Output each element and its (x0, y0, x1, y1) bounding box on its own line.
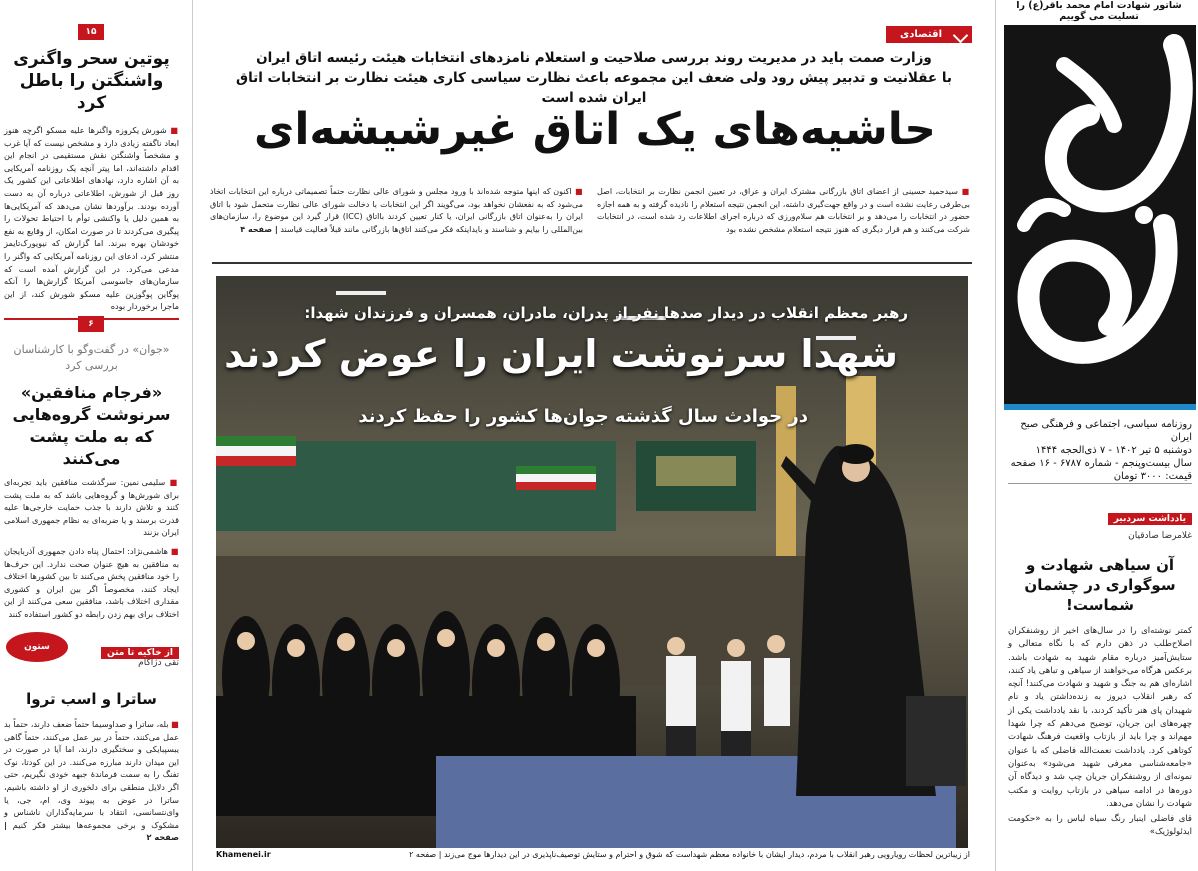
editorial-note (1008, 506, 1192, 840)
issue-date: دوشنبه ۵ تیر ۱۴۰۲ - ۷ ذی‌الحجه ۱۴۴۴ (1035, 445, 1192, 456)
issue-info (1008, 412, 1192, 484)
body-putin: ■ شورش یکروزه واگنرها علیه مسکو اگرچه هنوز ابعاد ناگفته زیادی دارد و مشخص نیست که آیا غرب و مشخصاً واشنگتن نقش مستقیمی در انجام این اقدام داشته‌اند، اما پیتر آنچه یک روزنامه آمریکایی به آن اشاره دارد، نهادهای اطلاعاتی این کشور یک روز قبل از شورش، اطلاعاتی درباره آن به دست آورده بودند. برآوردها نشان می‌دهد که آمریکایی‌ها به همین دلیل یا واکنشی توأم با احتیاط تحولات را پیگیری می‌کردند تا در صورت امکان، از وقایع به نفع خودشان بهره ببرند. اما گزارش که نیویورک‌تایمز منتشر کرد، ادعای این روزنامه آمریکایی که واگنر را مدعی می‌کرد. در این گزارش آمده است که سازمان‌های جاسوسی آمریکا گزارش‌ها را آنکه پوگاین پوگوزین علیه مسکو شورش کند، از این ماجرا برخوردار بوده (4, 125, 180, 312)
issue-number: سال بیست‌وپنجم - شماره ۶۷۸۷ - ۱۶ صفحه (1010, 458, 1192, 469)
headline-monafeghin-b: سرنوشت گروه‌هایی که به ملت پشت می‌کنند (12, 405, 171, 468)
page-badge: ۶ (78, 316, 104, 332)
section-kicker (886, 22, 972, 41)
column-tag-wrap (101, 640, 179, 659)
editorial-body-more: قای فاضلی اینبار رنگ سیاه لباس را به «حکومت ایدئولوژیک» (1008, 814, 1192, 838)
bullet-marker: ■ (957, 187, 971, 196)
issue-price: قیمت: ۳۰۰۰ تومان (1113, 471, 1192, 482)
lead-column-left: ■ اکنون که اینها متوجه شده‌اند با ورود مجلس و شورای عالی نظارت حتماً تصمیماتی درباره این انتخابات اتخاذ می‌شود که به نفعشان نخواهد بود، می‌گویند اگر این انتخابات با دخالت شورای عالی نظارت متحمل شود با اتاق ایران را به‌عنوان اتاق بازرگانی ایران، یا کنار تعیین کردند بااتاق (ICC) قرار گیرد این موضوع را، سازمان‌های بین‌المللی را بیایم و شناسند و بایداینکه فکر می‌کنند اتاق‌ها بازرگانی مانند قبلاً فعالیت قیاسند | صفحه ۴ (210, 187, 583, 234)
bullet-marker: ■ (165, 477, 180, 487)
page-ref-satra: | صفحه ۲ (4, 819, 179, 843)
photo-kicker: رهبر معظم انقلاب در دیدار صدها نفر از پدران، مادران، همسران و فرزندان شهدا: (304, 304, 908, 322)
column-divider (192, 0, 193, 871)
section-tag-economic: اقتصادی (886, 26, 972, 43)
news-satra (4, 688, 179, 844)
lead-subtitle (220, 48, 968, 108)
news-monafeghin (4, 342, 179, 621)
headline-monafeghin-a: «فرجام منافقین» (20, 383, 163, 402)
lead-page-ref: | صفحه ۴ (240, 224, 278, 234)
column-logo: ستون شیشه‌ای (6, 632, 68, 662)
center-column (200, 0, 990, 871)
headline-putin: پوتین سحر واگنری واشنگتن را باطل کرد (13, 49, 170, 113)
page-badge: ۱۵ (78, 24, 104, 40)
section-rule (212, 262, 972, 264)
headline-satra: ساترا و اسب تروا (26, 690, 157, 708)
body-monafeghin-2: ■ هاشمی‌نژاد: احتمال پناه دادن جمهوری آذربایجان به منافقین به هیچ عنوان صحت ندارد. این حرف‌ها را خود منافقین پخش می‌کنند تا بین کشورها اختلاف ایجاد کنند، مخصوصاً اگر بین ایران و کشوری مقداری اختلاف باشد، منافقین سعی می‌کنند از این اختلاف برای بهم زدن رابطه دو کشور استفاده کنند (4, 545, 179, 619)
body-monafeghin-1: ■ سلیمی نمین: سرگذشت منافقین باید تجربه‌ای برای شورش‌ها و گروه‌هایی باشد که به ملت پشت کنند و تلاش دارند با جذب حمایت خارجی‌ها علیه قدرت برسند و یا ضربه‌ای به نظام جمهوری اسلامی ایران بزنند (4, 477, 180, 538)
caption-text: از زیباترین لحظات رویارویی رهبر انقلاب با مردم، دیدار ایشان با خانواده معظم شهداست که شوق و احترام و ستایش توصیف‌ناپذیری در این دیدارها موج می‌زند | صفحه ۲ (409, 850, 970, 859)
lead-headline: حاشیه‌های یک اتاق غیرشیشه‌ای (254, 104, 936, 155)
column-divider (995, 0, 996, 871)
lead-subtitle-line1: وزارت صمت باید در مدیریت روند بررسی صلاحیت و استعلام نامزدهای انتخابات هیئت رئیسه اتاق ایران (256, 50, 932, 66)
masthead-stripe (1004, 404, 1196, 410)
photo-headline: شهدا سرنوشت ایران را عوض کردند (224, 332, 898, 376)
left-column (0, 0, 183, 871)
editorial-body: کمتر نوشته‌ای را در سال‌های اخیر از روشنفکران اصلاح‌طلب در ذهن دارم که با نگاه متعالی و ستایش‌آمیز درباره مقام شهید به شهادت باشد. برعکس هرگاه می‌خواهند از سیاهی و تباهی یاد کنند، اشاره‌ای هم به جنگ و شهید و شهادت می‌کنند! آنچه که رهبر انقلاب دیروز به زنده‌داشتن یاد و نام شهیدان پای هنر تأکید کردند، با نقد یادداشت یکی از چهره‌های این جریان، توضیح می‌دهم که چرا شهدا مهم‌اند و چرا باید از بازتاب واقعیت فرهنگ شهادت کوتاهی کرد. یادداشت نعمت‌الله فاضلی که با عنوان «جامعه‌شناسی معرفی شهید می‌شود» به‌عنوان نمونه‌ای از روشنفکران جریان چپ شد و دیدگاه آن دوره‌ها در ادامه سیاهی در بازتاب روایت و مکتب شهادت را نشان می‌دهد. (1008, 626, 1192, 809)
logo-calligraphy (1004, 25, 1196, 405)
column-tag: از خاکیه تا متن (101, 647, 179, 659)
editorial-author: غلامرضا صادقیان (1128, 531, 1192, 541)
masthead-column (1002, 0, 1198, 871)
bullet-marker: ■ (168, 719, 180, 729)
body-satra: ■ بله، ساترا و صداوسیما حتماً ضعف دارند، حتماً بد عمل می‌کنند، حتماً در بیر عمل می‌کنند، حتماً گاهی یبسپبایکی و سختگیری دارند، اما آیا در صورت در این میدان دارند مبارزه می‌کنند. در این کودتا، نوک تفنگ را به سمت فرماندهٔ جبهه خودی نگیریم، حتی اگر دلایل منطقی برای دلخوری از او داشته باشیم، ساترا در عوض به پیوند وی، ام، جی، یا وای‌نتسانسی، انتقاد با سرمایه‌گذاران ناشناس و مشکوک و برخی مجموعه‌ها بیشتر فکر کنیم | صفحه ۲ (4, 719, 180, 843)
photo-subheadline: در حوادث سال گذشته جوان‌ها کشور را حفظ کردند (358, 406, 808, 427)
condolence-note: شاتور شهادت امام محمد باقر(ع) را تسلیت می گوییم (1016, 0, 1182, 22)
editorial-title: آن سیاهی شهادت و سوگواری در چشمان شماست! (1024, 556, 1176, 614)
column-header (4, 630, 179, 682)
bullet-marker: ■ (168, 545, 179, 556)
lead-body (210, 186, 970, 236)
photo-caption (216, 850, 970, 859)
caption-credit: Khamenei.ir (216, 850, 271, 859)
editorial-tag: یادداشت سردبیر (1108, 513, 1192, 525)
lead-column-right: ■ سیدحمید حسینی از اعضای اتاق بازرگانی مشترک ایران و عراق، در تعیین انجمن نظارت بر انتخابات، اصل بی‌طرفی رعایت نشده است و در واقع جهت‌گیری داشته، این انجمن نتیجه استعلام را نادیده گرفته و به همه اجازه حضور در انتخابات را می‌دهد و بر انتخابات هم سلام‌ورزی که درباره اجرای اطلاعات رد شده است، در انتخابات شرکت می‌کنند و هم قرار دیگری که هنوز نتیجه استعلام مشخص نشده بود (597, 187, 971, 234)
bullet-marker: ■ (166, 125, 180, 135)
column-author: تقی دژاکام (138, 658, 179, 668)
news-putin (4, 48, 179, 313)
issue-tagline: روزنامه سیاسی، اجتماعی و فرهنگی صبح ایران (1020, 419, 1192, 443)
kicker-monafeghin: «جوان» در گفت‌وگو با کارشناسان بررسی کرد (13, 343, 170, 372)
bullet-marker: ■ (571, 187, 583, 196)
main-photo (216, 276, 968, 848)
lead-subtitle-line2: با عقلانیت و تدبیر پیش رود ولی ضعف این مجموعه باعث نظارت سیاسی کاری هیئت نظارت بر انتخابات اتاق ایران شده است (236, 70, 952, 106)
newspaper-logo (1004, 25, 1196, 405)
